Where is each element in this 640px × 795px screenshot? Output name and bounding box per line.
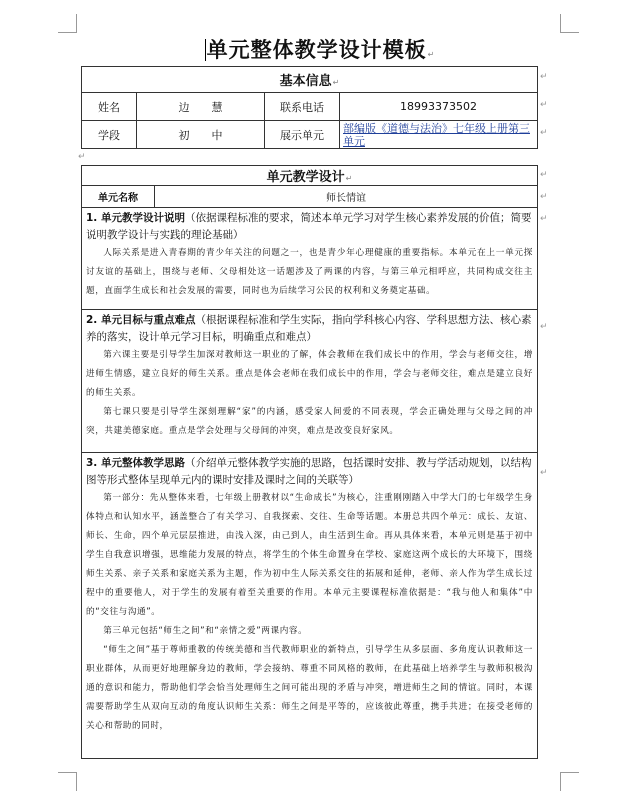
unit-label: 展示单元 bbox=[265, 121, 340, 149]
section-goals-focus[interactable] bbox=[82, 310, 538, 453]
paragraph-mark-icon: ↵ bbox=[427, 50, 436, 59]
section2-title: 2. 单元目标与重点难点 bbox=[86, 314, 196, 326]
section3-desc: （介绍单元整体教学实施的思路，包括课时安排、教与学活动规划，以结构图等形式整体呈现单元内的课时安排及课时之间的关联等） bbox=[86, 457, 532, 486]
section-design-description[interactable] bbox=[82, 208, 538, 310]
section1-title: 1. 单元教学设计说明 bbox=[86, 212, 185, 224]
phone-value[interactable]: 18993373502 bbox=[340, 93, 538, 121]
basic-info-header[interactable]: 基本信息↵ bbox=[82, 67, 538, 93]
phone-label: 联系电话 bbox=[265, 93, 340, 121]
unit-name-label: 单元名称 bbox=[82, 186, 155, 208]
unit-value[interactable]: 部编版《道德与法治》七年级上册第三单元 bbox=[340, 121, 538, 149]
row-end-mark-icon: ↵ bbox=[540, 128, 548, 138]
section1-body: 人际关系是进入青春期的青少年关注的问题之一，也是青少年心理健康的重要指标。本单元在上一单元探讨友谊的基础上，围绕与老师、父母相处这一话题涉及了两课的内容，与第三单元相呼应，共同构成交往主题，直面学生成长和社会发展的需要，同时也为后续学习公民的权利和义务奠定基础。 bbox=[86, 248, 533, 296]
row-end-mark-icon: ↵ bbox=[540, 214, 548, 224]
name-value[interactable]: 边 慧 bbox=[137, 93, 265, 121]
section3-para-1: 第一部分：先从整体来看，七年级上册教材以“生命成长”为核心，注重刚刚踏入中学大门的七年级学生身体特点和认知水平，涵盖整合了有关学习、自我探索、交往、生命等话题。本册总共四个单元：成长、友谊、师长、生命，四个单元层层推进，由浅入深，由己到人，由生活到生命。再从具体来看，本单元则是基于初中学生自我意识增强，思维能力发展的特点，将学生的个体生命置身在学校、家庭这两个成长的大环境下，围绕师生关系、亲子关系和家庭关系为主题，作为初中生人际关系交往的拓展和延伸，老师、亲人作为学生成长过程中的重要他人，对于学生的发展有着至关重要的作用。本单元主要课程标准依据是：“我与他人和集体”中的“交往与沟通”。 bbox=[86, 493, 533, 617]
unit-design-table bbox=[81, 165, 538, 759]
unit-name-value[interactable]: 师长情谊 bbox=[155, 186, 538, 208]
paragraph-mark-icon: ↵ bbox=[78, 152, 86, 162]
row-end-mark-icon: ↵ bbox=[540, 192, 548, 202]
section-teaching-approach[interactable] bbox=[82, 453, 538, 759]
section2-para-2: 第七课只要是引导学生深刻理解“家”的内涵，感受家人间爱的不同表现，学会正确处理与父母之间的冲突，共建美德家庭。重点是学会处理与父母间的冲突，难点是改变良好家风。 bbox=[86, 407, 533, 436]
crop-mark-top-right bbox=[560, 14, 579, 33]
crop-mark-top-left bbox=[58, 14, 77, 33]
section3-title: 3. 单元整体教学思路 bbox=[86, 457, 185, 469]
section1-desc: （依据课程标准的要求，简述本单元学习对学生核心素养发展的价值；简要说明教学设计与实践的理论基础） bbox=[86, 212, 532, 241]
row-end-mark-icon: ↵ bbox=[540, 72, 548, 82]
row-end-mark-icon: ↵ bbox=[540, 170, 548, 180]
title-text: 单元整体教学设计模板 bbox=[206, 38, 427, 62]
text-cursor bbox=[205, 39, 206, 61]
name-label: 姓名 bbox=[82, 93, 137, 121]
unit-design-header[interactable]: 单元教学设计↵ bbox=[82, 166, 538, 186]
crop-mark-bottom-left bbox=[58, 772, 77, 791]
section3-para-3: “师生之间”基于尊师重教的传统美德和当代教师职业的新特点，引导学生从多层面、多角度认识教师这一职业群体，从而更好地理解身边的教师，学会接纳、尊重不同风格的教师，在此基础上培养学生与教师积极沟通的意识和能力，帮助他们学会恰当处理师生之间可能出现的矛盾与冲突，增进师生之间的情谊。同时，本课需要帮助学生从双向互动的角度认识师生关系：师生之间是平等的，应该彼此尊重，携手共进；在接受老师的关心和帮助的同时， bbox=[86, 645, 533, 731]
stage-value[interactable]: 初 中 bbox=[137, 121, 265, 149]
row-end-mark-icon: ↵ bbox=[540, 322, 548, 332]
row-end-mark-icon: ↵ bbox=[540, 100, 548, 110]
crop-mark-bottom-right bbox=[560, 772, 579, 791]
document-title[interactable] bbox=[0, 34, 640, 64]
section2-desc: （根据课程标准和学生实际，指向学科核心内容、学科思想方法、核心素养的落实，设计单元学习目标，明确重点和难点） bbox=[86, 314, 532, 343]
stage-label: 学段 bbox=[82, 121, 137, 149]
section3-para-2: 第三单元包括“师生之间”和“亲情之爱”两课内容。 bbox=[103, 626, 308, 636]
basic-info-table bbox=[81, 66, 538, 149]
section2-para-1: 第六课主要是引导学生加深对教师这一职业的了解，体会教师在我们成长中的作用，学会与老师交往，增进师生情感，建立良好的师生关系。重点是体会老师在我们成长中的作用，学会与老师交往，难点是建立良好的师生关系。 bbox=[86, 350, 533, 398]
row-end-mark-icon: ↵ bbox=[540, 468, 548, 478]
